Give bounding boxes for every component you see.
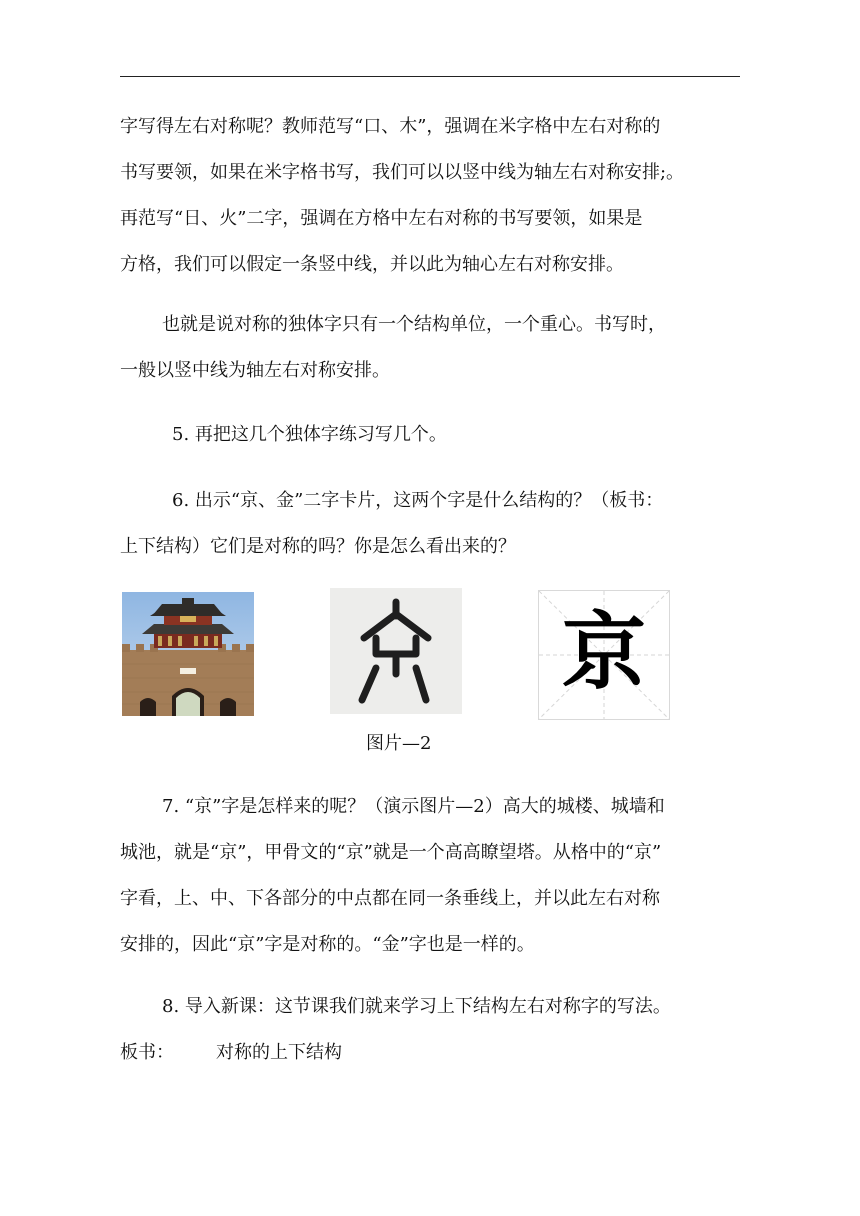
item-6 — [120, 478, 742, 570]
text-line: 7. “京”字是怎样来的呢？（演示图片—2）高大的城楼、城墙和 — [162, 796, 665, 817]
text-line: 8. 导入新课：这节课我们就来学习上下结构左右对称字的写法。 — [162, 996, 671, 1017]
mizige-jing-image — [538, 590, 670, 720]
text-line: 城池，就是“京”，甲骨文的“京”就是一个高高瞭望塔。从格中的“京” — [120, 842, 662, 863]
item-7 — [120, 784, 742, 968]
text-line: 书写要领，如果在米字格书写，我们可以以竖中线为轴左右对称安排;。 — [120, 162, 685, 183]
header-rule — [120, 76, 740, 77]
text-line: 方格，我们可以假定一条竖中线，并以此为轴心左右对称安排。 — [120, 254, 624, 275]
paragraph-single-center — [120, 302, 742, 394]
text-line: 也就是说对称的独体字只有一个结构单位，一个重心。书写时， — [162, 314, 666, 335]
text-line: 字看，上、中、下各部分的中点都在同一条垂线上，并以此左右对称 — [120, 888, 660, 909]
item-5 — [120, 412, 742, 458]
oracle-bone-glyph-image — [330, 588, 462, 714]
text-line: 字写得左右对称呢？教师范写“口、木”，强调在米字格中左右对称的 — [120, 116, 661, 137]
board-line — [120, 1030, 742, 1076]
oracle-bone-jing-icon — [330, 588, 462, 714]
city-gate-photo — [122, 592, 254, 716]
board-text: 对称的上下结构 — [216, 1042, 342, 1063]
standard-jing-glyph: 京 — [561, 603, 646, 701]
text-line: 5. 再把这几个独体字练习写几个。 — [172, 424, 447, 445]
text-line: 上下结构）它们是对称的吗？你是怎么看出来的？ — [120, 536, 516, 557]
text-line: 6. 出示“京、金”二字卡片，这两个字是什么结构的？（板书： — [172, 490, 664, 511]
text-line: 安排的，因此“京”字是对称的。“金”字也是一样的。 — [120, 934, 535, 955]
text-line: 一般以竖中线为轴左右对称安排。 — [120, 360, 390, 381]
board-label: 板书： — [120, 1042, 174, 1063]
item-8 — [120, 984, 742, 1076]
text-line: 再范写“日、火”二字，强调在方格中左右对称的书写要领，如果是 — [120, 208, 643, 229]
figure-caption: 图片—2 — [366, 733, 432, 754]
paragraph-symmetric-writing — [120, 104, 742, 288]
